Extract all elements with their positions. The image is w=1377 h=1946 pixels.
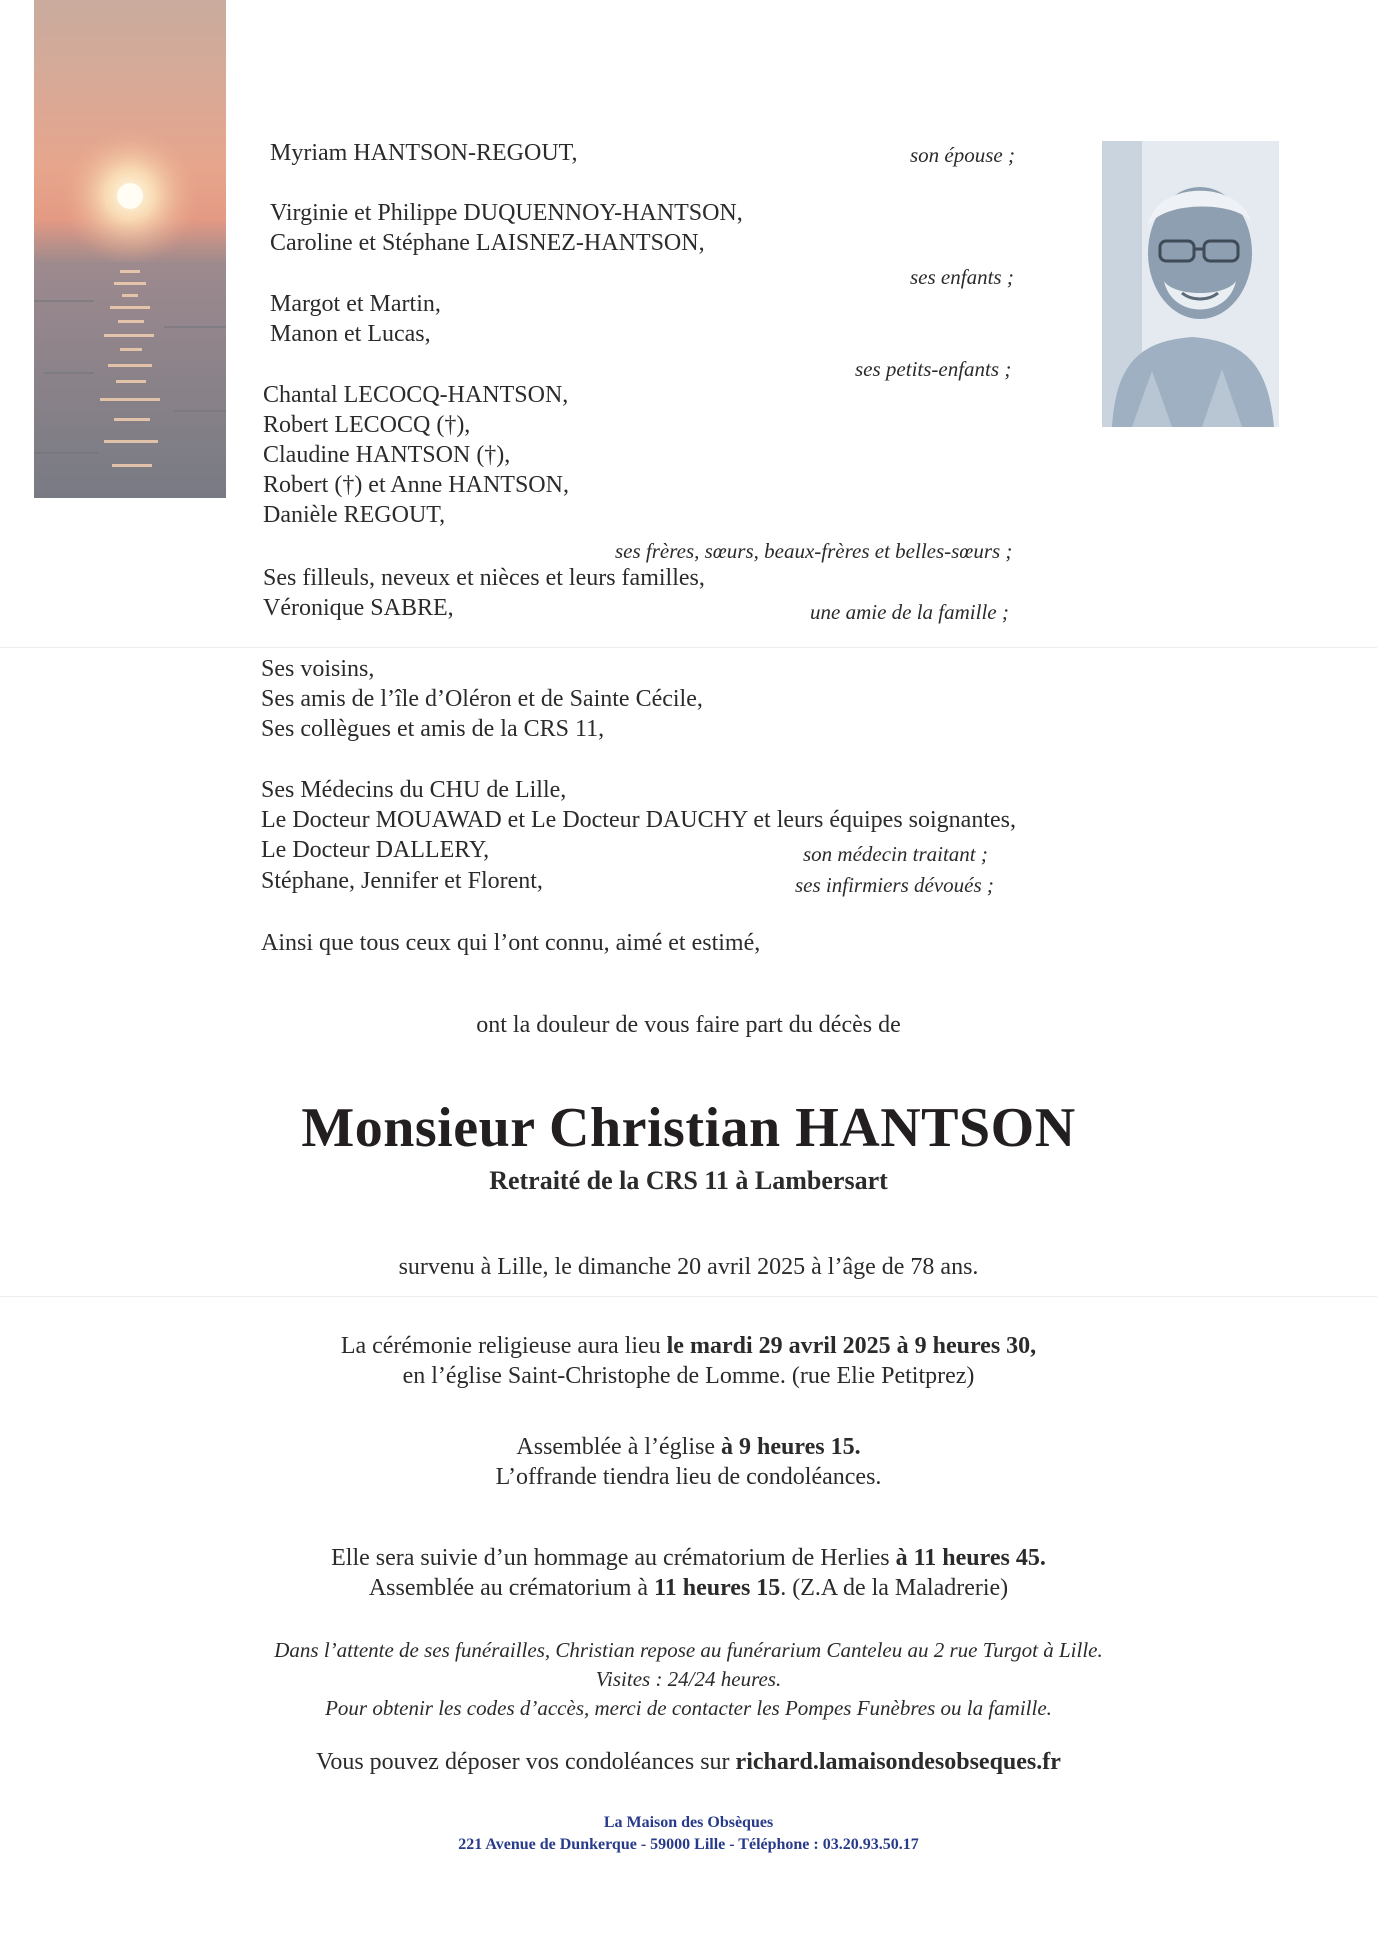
ceremony-line-2: en l’église Saint-Christophe de Lomme. (rue Elie Petitprez) [402, 1363, 975, 1389]
wife-name: Myriam HANTSON-REGOUT, [270, 140, 578, 166]
grandchildren-role: ses petits-enfants ; [855, 357, 1012, 381]
children-role: ses enfants ; [910, 265, 1014, 289]
gp-name: Le Docteur DALLERY, [261, 837, 490, 863]
church-assembly-line: Assemblée à l’église à 9 heures 15. [516, 1434, 861, 1460]
closing-line: Ainsi que tous ceux qui l’ont connu, aimé et estimé, [261, 930, 761, 956]
scan-fold-line [0, 1296, 1377, 1297]
announcement-intro: ont la douleur de vous faire part du décès de [476, 1012, 901, 1038]
sibling-4: Robert (†) et Anne HANTSON, [263, 472, 569, 498]
crematorium-line: Elle sera suivie d’un hommage au crématorium de Herlies à 11 heures 45. [331, 1545, 1046, 1571]
friends-oleron-line: Ses amis de l’île d’Oléron et de Sainte Cécile, [261, 686, 703, 712]
wife-role: son épouse ; [910, 143, 1015, 167]
portrait-photo [1102, 141, 1279, 427]
nurses-name: Stéphane, Jennifer et Florent, [261, 868, 543, 894]
condolences-website-link[interactable]: richard.lamaisondesobseques.fr [735, 1749, 1061, 1775]
deceased-name: Monsieur Christian HANTSON [301, 1097, 1076, 1159]
siblings-role: ses frères, sœurs, beaux-frères et belles-sœurs ; [615, 539, 1013, 563]
funerarium-note: Dans l’attente de ses funérailles, Christian repose au funérarium Canteleu au 2 rue Turgot à Lille. [274, 1638, 1103, 1662]
child-1: Virginie et Philippe DUQUENNOY-HANTSON, [270, 200, 743, 226]
grandchild-2: Manon et Lucas, [270, 321, 431, 347]
condolences-line: Vous pouvez déposer vos condoléances sur richard.lamaisondesobseques.fr [316, 1749, 1061, 1775]
footer-address: 221 Avenue de Dunkerque - 59000 Lille - Téléphone : 03.20.93.50.17 [458, 1836, 919, 1853]
footer-company: La Maison des Obsèques [603, 1814, 774, 1831]
doctors-intro: Ses Médecins du CHU de Lille, [261, 777, 567, 803]
grandchild-1: Margot et Martin, [270, 291, 441, 317]
sibling-5: Danièle REGOUT, [263, 502, 446, 528]
colleagues-line: Ses collègues et amis de la CRS 11, [261, 716, 605, 742]
sunset-photo [34, 0, 226, 498]
friend-role: une amie de la famille ; [810, 600, 1009, 624]
portrait-illustration [1102, 141, 1279, 427]
sibling-2: Robert LECOCQ (†), [263, 412, 471, 438]
death-details: survenu à Lille, le dimanche 20 avril 2025 à l’âge de 78 ans. [398, 1254, 979, 1280]
offering-line: L’offrande tiendra lieu de condoléances. [495, 1464, 882, 1490]
crematorium-assembly-line: Assemblée au crématorium à 11 heures 15. (Z.A de la Maladrerie) [368, 1575, 1009, 1601]
sibling-3: Claudine HANTSON (†), [263, 442, 511, 468]
access-codes-note: Pour obtenir les codes d’accès, merci de contacter les Pompes Funèbres ou la famille. [325, 1696, 1052, 1720]
gp-role: son médecin traitant ; [803, 842, 988, 866]
sunset-illustration [34, 0, 226, 498]
child-2: Caroline et Stéphane LAISNEZ-HANTSON, [270, 230, 705, 256]
friend-name: Véronique SABRE, [263, 595, 454, 621]
visits-note: Visites : 24/24 heures. [595, 1667, 782, 1691]
scan-fold-line [0, 647, 1377, 648]
doctors-teams: Le Docteur MOUAWAD et Le Docteur DAUCHY et leurs équipes soignantes, [261, 807, 1016, 833]
nurses-role: ses infirmiers dévoués ; [795, 873, 994, 897]
sibling-1: Chantal LECOCQ-HANTSON, [263, 382, 569, 408]
godchildren-line: Ses filleuls, neveux et nièces et leurs familles, [263, 565, 705, 591]
neighbours-line: Ses voisins, [261, 656, 375, 682]
ceremony-line-1: La cérémonie religieuse aura lieu le mardi 29 avril 2025 à 9 heures 30, [340, 1333, 1037, 1359]
deceased-subtitle: Retraité de la CRS 11 à Lambersart [489, 1166, 888, 1195]
